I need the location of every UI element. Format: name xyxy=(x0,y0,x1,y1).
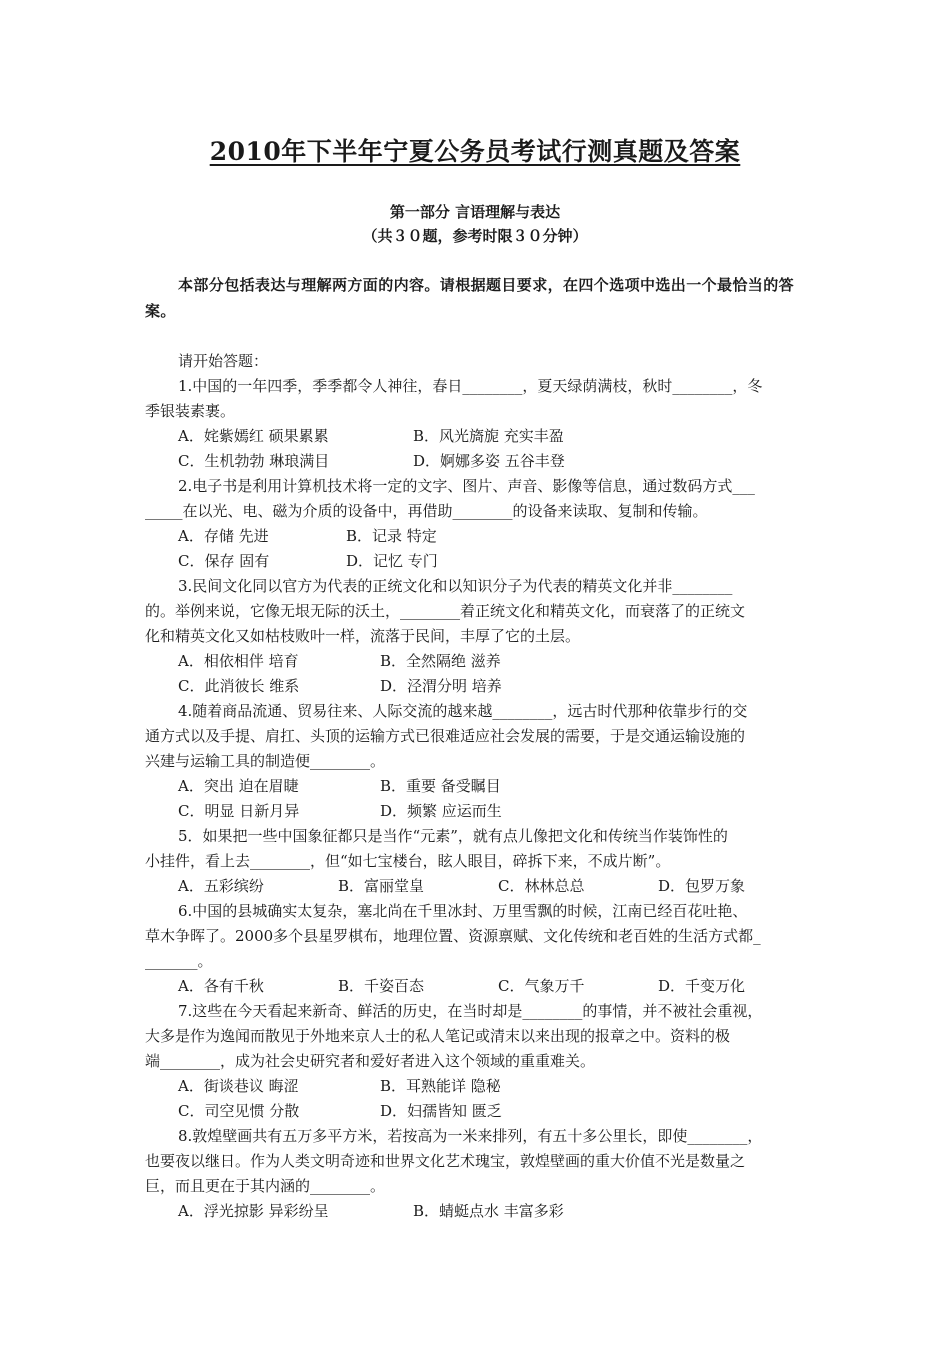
option-row xyxy=(145,1199,809,1224)
option-row xyxy=(145,524,809,549)
option-row xyxy=(145,674,809,699)
instruction xyxy=(145,272,809,324)
option: A．存储 先进 xyxy=(178,527,269,545)
start-prompt: 请开始答题： xyxy=(178,352,269,370)
option-row xyxy=(145,449,809,474)
option-row xyxy=(145,774,809,799)
option: A．姹紫嫣红 硕果累累 xyxy=(178,427,329,445)
document-title: 2010年下半年宁夏公务员考试行测真题及答案 xyxy=(209,137,741,166)
question-line: 2.电子书是利用计算机技术将一定的文字、图片、声音、影像等信息，通过数码方式___ xyxy=(178,477,755,495)
option: D．妇孺皆知 匮乏 xyxy=(380,1102,502,1120)
option: A．各有千秋 xyxy=(178,977,264,995)
question-line: 化和精英文化又如枯枝败叶一样，流落于民间，丰厚了它的土层。 xyxy=(145,627,581,645)
option: D．包罗万象 xyxy=(658,877,746,895)
option: A．相依相伴 培育 xyxy=(178,652,299,670)
question-line: 3.民间文化同以官方为代表的正统文化和以知识分子为代表的精英文化并非________ xyxy=(178,577,733,595)
part-title: 第一部分 言语理解与表达 xyxy=(389,203,561,221)
option: A．突出 迫在眉睫 xyxy=(178,777,299,795)
option: D．婀娜多姿 五谷丰登 xyxy=(413,452,565,470)
option: B．耳熟能详 隐秘 xyxy=(380,1077,501,1095)
question-line: 8.敦煌壁画共有五万多平方米，若按高为一米来排列，有五十多公里长，即使________， xyxy=(178,1127,763,1145)
option: B．风光旖旎 充实丰盈 xyxy=(413,427,564,445)
option: C．生机勃勃 琳琅满目 xyxy=(178,452,330,470)
question-line: 1.中国的一年四季，季季都令人神往，春日________，夏天绿荫满枝，秋时________，冬 xyxy=(178,377,763,395)
option: C．气象万千 xyxy=(498,977,585,995)
question-line: 也要夜以继日。作为人类文明奇迹和世界文化艺术瑰宝，敦煌壁画的重大价值不光是数量之 xyxy=(145,1152,746,1170)
option: C．司空见惯 分散 xyxy=(178,1102,300,1120)
question-line: 7.这些在今天看起来新奇、鲜活的历史，在当时却是________的事情，并不被社会重视， xyxy=(178,1002,763,1020)
question-body xyxy=(145,349,809,1224)
option: C．保存 固有 xyxy=(178,552,270,570)
option: D．泾渭分明 培养 xyxy=(380,677,502,695)
question-line: _____在以光、电、磁为介质的设备中，再借助________的设备来读取、复制和传输。 xyxy=(145,502,708,520)
instruction-text: 本部分包括表达与理解两方面的内容。请根据题目要求，在四个选项中选出一个最恰当的答案。 xyxy=(145,276,795,320)
question-line: 4.随着商品流通、贸易往来、人际交流的越来越________，远古时代那种依靠步行的交 xyxy=(178,702,748,720)
option: A．五彩缤纷 xyxy=(178,877,264,895)
question-line: 巨，而且更在于其内涵的________。 xyxy=(145,1177,386,1195)
question-line: _______。 xyxy=(145,952,213,970)
option: B．千姿百态 xyxy=(338,977,425,995)
question-line: 小挂件，看上去________，但“如七宝楼台，眩人眼目，碎拆下来，不成片断”。 xyxy=(145,852,671,870)
option: B．全然隔绝 滋养 xyxy=(380,652,501,670)
option-row xyxy=(145,1074,809,1099)
option-row xyxy=(145,799,809,824)
option: A．街谈巷议 晦涩 xyxy=(178,1077,299,1095)
question-line: 的。举例来说，它像无垠无际的沃土，________着正统文化和精英文化，而衰落了的正统文 xyxy=(145,602,746,620)
option: B．重要 备受瞩目 xyxy=(380,777,501,795)
option: B．蜻蜓点水 丰富多彩 xyxy=(413,1202,564,1220)
question-line: 5．如果把一些中国象征都只是当作“元素”，就有点儿像把文化和传统当作装饰性的 xyxy=(178,827,728,845)
option-row xyxy=(145,974,809,999)
question-line: 草木争晖了。2000多个县星罗棋布，地理位置、资源禀赋、文化传统和老百姓的生活方式都_ xyxy=(145,927,761,945)
option: B．富丽堂皇 xyxy=(338,877,425,895)
option: C．此消彼长 维系 xyxy=(178,677,300,695)
option-row xyxy=(145,1099,809,1124)
option-row xyxy=(145,874,809,899)
question-line: 通方式以及手提、肩扛、头顶的运输方式已很难适应社会发展的需要，于是交通运输设施的 xyxy=(145,727,746,745)
option: D．千变万化 xyxy=(658,977,746,995)
option-row xyxy=(145,424,809,449)
option-row xyxy=(145,649,809,674)
option: C．林林总总 xyxy=(498,877,585,895)
question-line: 兴建与运输工具的制造便________。 xyxy=(145,752,386,770)
option-row xyxy=(145,549,809,574)
option: B．记录 特定 xyxy=(346,527,437,545)
question-line: 季银装素裹。 xyxy=(145,402,236,420)
question-line: 6.中国的县城确实太复杂，塞北尚在千里冰封、万里雪飘的时候，江南已经百花吐艳、 xyxy=(178,902,748,920)
question-line: 大多是作为逸闻而散见于外地来京人士的私人笔记或清末以来出现的报章之中。资料的极 xyxy=(145,1027,731,1045)
option: A．浮光掠影 异彩纷呈 xyxy=(178,1202,329,1220)
part-note: （共３０题，参考时限３０分钟） xyxy=(362,227,588,245)
option: C．明显 日新月异 xyxy=(178,802,300,820)
option: D．记忆 专门 xyxy=(346,552,438,570)
question-line: 端________，成为社会史研究者和爱好者进入这个领域的重重难关。 xyxy=(145,1052,596,1070)
option: D．频繁 应运而生 xyxy=(380,802,502,820)
